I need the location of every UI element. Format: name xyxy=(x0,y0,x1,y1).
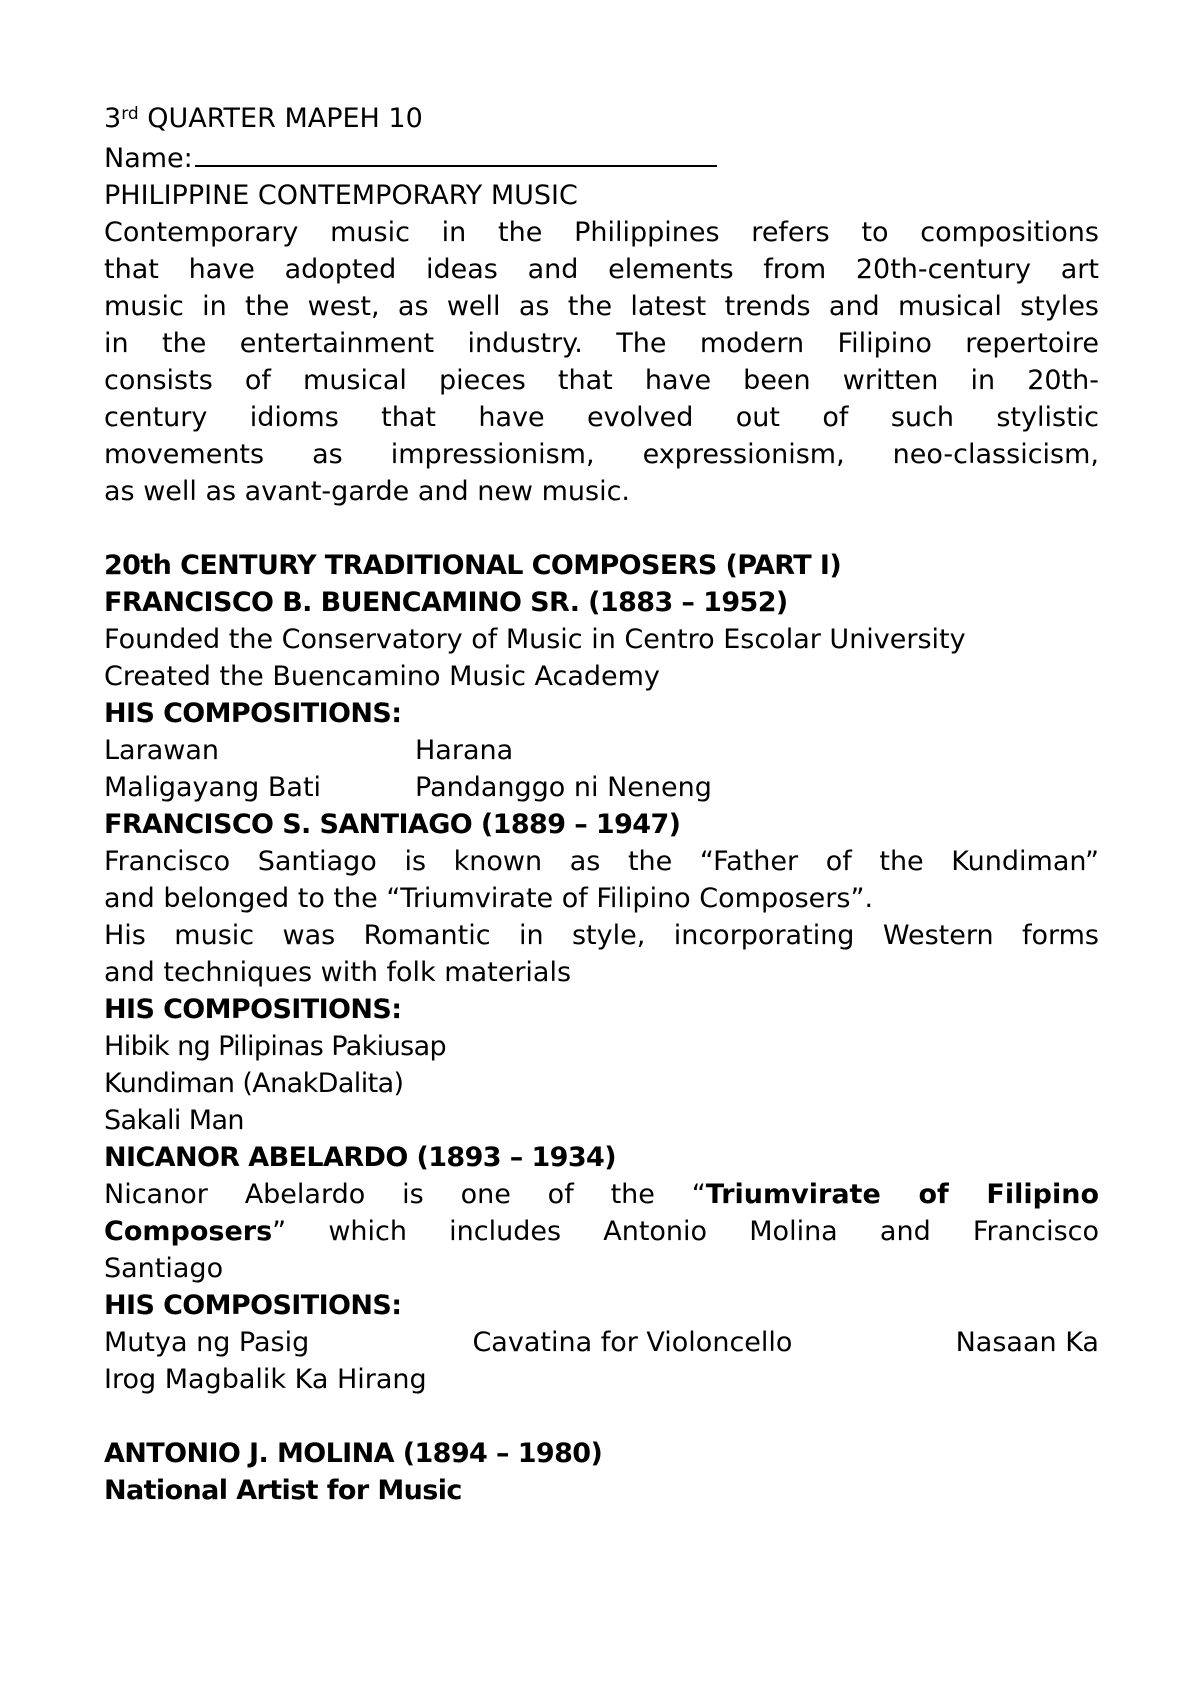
quarter-number: 3 xyxy=(104,103,122,134)
intro-line: century idioms that have evolved out of such stylistic xyxy=(104,402,1099,433)
abelardo-line: Santiago xyxy=(104,1253,224,1284)
composition-item: Cavatina for Violoncello xyxy=(472,1327,793,1358)
intro-line: consists of musical pieces that have been written in 20th- xyxy=(104,365,1099,396)
compositions-label: HIS COMPOSITIONS: xyxy=(104,1290,402,1321)
compositions-label: HIS COMPOSITIONS: xyxy=(104,994,402,1025)
intro-line: in the entertainment industry. The modern Filipino repertoire xyxy=(104,328,1099,359)
composition-item: Kundiman (AnakDalita) xyxy=(104,1068,404,1099)
santiago-line: His music was Romantic in style, incorporating Western forms xyxy=(104,920,1099,951)
section-title: 20th CENTURY TRADITIONAL COMPOSERS (PART I) xyxy=(104,550,842,581)
abelardo-heading: NICANOR ABELARDO (1893 – 1934) xyxy=(104,1142,616,1173)
quarter-heading xyxy=(104,100,1099,137)
composition-item: Irog Magbalik Ka Hirang xyxy=(104,1364,427,1395)
composition-item: Larawan xyxy=(104,735,219,766)
santiago-line: and belonged to the “Triumvirate of Filipino Composers”. xyxy=(104,883,874,914)
santiago-line: and techniques with folk materials xyxy=(104,957,572,988)
composition-row xyxy=(104,732,1099,769)
intro-paragraph xyxy=(104,214,1099,510)
intro-line: that have adopted ideas and elements from 20th-century art xyxy=(104,254,1099,285)
intro-line: movements as impressionism, expressionism, neo-classicism, xyxy=(104,439,1099,470)
composition-item: Nasaan Ka xyxy=(955,1327,1099,1358)
molina-subheading: National Artist for Music xyxy=(104,1475,462,1506)
composition-item: Hibik ng Pilipinas Pakiusap xyxy=(104,1031,447,1062)
composition-item: Sakali Man xyxy=(104,1105,244,1136)
buencamino-line: Created the Buencamino Music Academy xyxy=(104,661,660,692)
name-label: Name: xyxy=(104,143,193,174)
composition-row xyxy=(104,769,1099,806)
name-line xyxy=(104,137,1099,177)
abelardo-line xyxy=(104,1176,1099,1213)
quarter-title: QUARTER MAPEH 10 xyxy=(147,103,423,134)
composition-item: Harana xyxy=(415,735,514,766)
topic-title: PHILIPPINE CONTEMPORARY MUSIC xyxy=(104,180,578,211)
compositions-label: HIS COMPOSITIONS: xyxy=(104,698,402,729)
abelardo-text: ” which includes Antonio Molina and Francisco xyxy=(272,1216,1099,1247)
name-blank[interactable] xyxy=(195,137,717,167)
molina-heading: ANTONIO J. MOLINA (1894 – 1980) xyxy=(104,1438,603,1469)
abelardo-line xyxy=(104,1213,1099,1250)
abelardo-text: Nicanor Abelardo is one of the “ xyxy=(104,1179,706,1210)
buencamino-line: Founded the Conservatory of Music in Centro Escolar University xyxy=(104,624,966,655)
composition-row xyxy=(104,1324,1099,1361)
santiago-heading: FRANCISCO S. SANTIAGO (1889 – 1947) xyxy=(104,809,681,840)
santiago-line: Francisco Santiago is known as the “Father of the Kundiman” xyxy=(104,846,1099,877)
quarter-superscript: rd xyxy=(121,104,139,124)
composition-item: Mutya ng Pasig xyxy=(104,1327,310,1358)
composers-emphasis: Composers xyxy=(104,1216,273,1247)
intro-line: music in the west, as well as the latest trends and musical styles xyxy=(104,291,1099,322)
document-page xyxy=(104,100,1099,1509)
composition-item: Maligayang Bati xyxy=(104,772,322,803)
intro-line: as well as avant-garde and new music. xyxy=(104,476,630,507)
composition-item: Pandanggo ni Neneng xyxy=(415,772,712,803)
triumvirate-emphasis: Triumvirate of Filipino xyxy=(705,1179,1099,1210)
intro-line: Contemporary music in the Philippines refers to compositions xyxy=(104,217,1099,248)
buencamino-heading: FRANCISCO B. BUENCAMINO SR. (1883 – 1952) xyxy=(104,587,788,618)
